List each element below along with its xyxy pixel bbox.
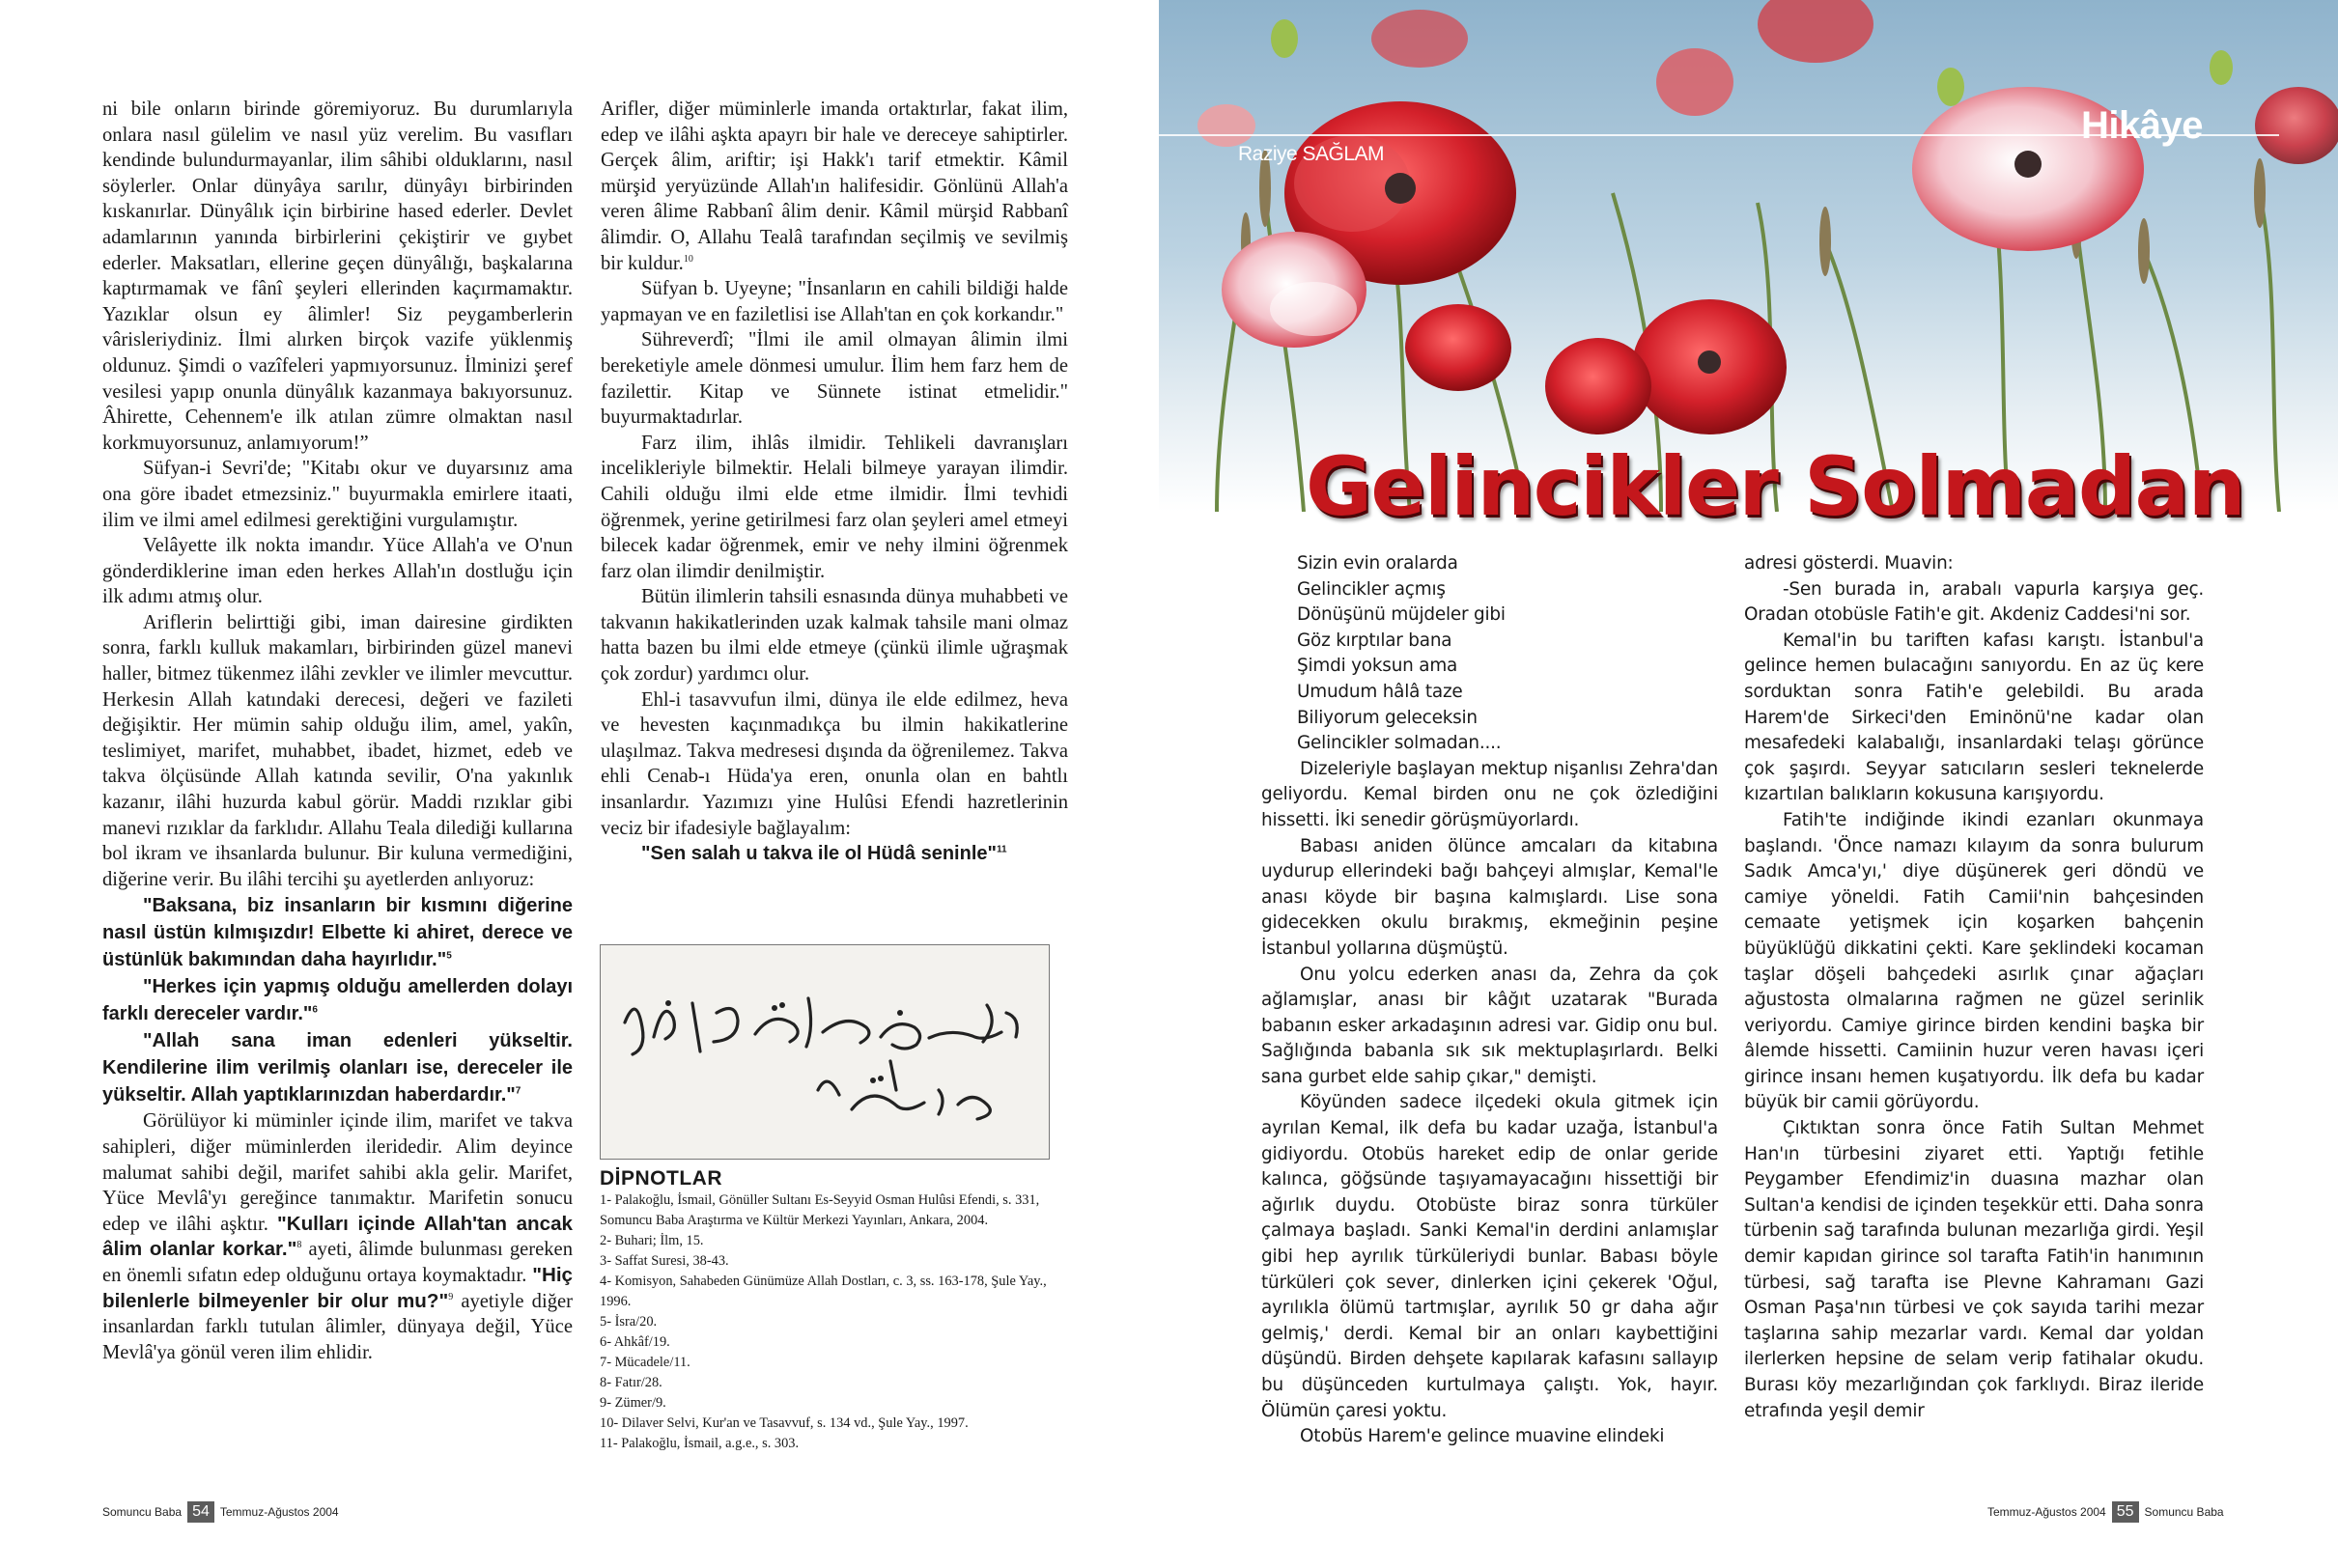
footnote: 5- İsra/20. bbox=[600, 1314, 658, 1330]
poem-line: Göz kırptılar bana bbox=[1297, 630, 1452, 651]
issue-date: Temmuz-Ağustos 2004 bbox=[1987, 1505, 2106, 1519]
paragraph: Onu yolcu ederken anası da, Zehra da çok ağlamışlar, anası bir kâğıt uzatarak "Burada babanın esker arkadaşının adresi var. Gidip onu bul. Sağlığında babanla sık sık mektuplaşırlardı. Belki sana gurbet elde sahip çıkar," demişti. bbox=[1261, 964, 1718, 1087]
poem-line: Dönüşünü müjdeler gibi bbox=[1297, 604, 1506, 626]
page-number: 55 bbox=[2112, 1501, 2139, 1523]
verse-quote: "Allah sana iman edenleri yükseltir. Kendilerine ilim verilmiş olanları ise, dereceler ile yükseltir. Allah yaptıklarınızdan haberdardır."$^7$ bbox=[102, 1030, 573, 1106]
paragraph: Ariflerin belirttiği gibi, iman dairesine girdikten sonra, farklı kulluk makamları, birbirinden güzel manevi haller, bitmez tükenmez ilâhi zevkler ve ilimler mevcuttur. Herkesin Allah katındaki derecesi, değeri ve fazileti değişiktir. Her mümin sahip olduğu ilim, amel, yakîn, teslimiyet, marifet, muhabbet, ibadet, hizmet, edeb ve takva ölçüsünde Allah katında sevilir, O'na yakınlık kazanır, ilâhi huzurda kabul görür. Maddi rızıklar gibi manevi rızıklar da farklıdır. Allahu Teala dilediği kullarına bol ikram ve ihsanlarda bulunur. Bir kuluna vermediğini, diğerine verir. Bu ilâhi tercihi şu ayetlerden anlıyoruz: bbox=[102, 611, 573, 890]
handwritten-calligraphy-image bbox=[600, 944, 1050, 1160]
poem-line: Umudum hâlâ taze bbox=[1297, 681, 1463, 702]
poem-line: Gelincikler solmadan.... bbox=[1297, 733, 1502, 754]
article-title: Gelincikler Solmadan bbox=[1305, 439, 2244, 534]
paragraph: adresi gösterdi. Muavin: bbox=[1744, 553, 1954, 574]
right-page-footer bbox=[1987, 1501, 2224, 1523]
author-name: Raziye SAĞLAM bbox=[1238, 143, 1385, 165]
footnote: 11- Palakoğlu, İsmail, a.g.e., s. 303. bbox=[600, 1436, 800, 1451]
paragraph: Velâyette ilk nokta imandır. Yüce Allah'a ve O'nun gönderdiklerine iman eden herkes Allah'ın dostluğu için ilk adımı atmış olur. bbox=[102, 535, 573, 608]
right-column-d bbox=[1744, 551, 2204, 1424]
footnote: 3- Saffat Suresi, 38-43. bbox=[600, 1253, 729, 1269]
paragraph: Süfyan b. Uyeyne; "İnsanların en cahili bildiği halde yapmayan ve en faziletlisi ise Allah'tan en çok korkandır." bbox=[601, 278, 1068, 325]
paragraph: Babası aniden ölünce amcaları da kitabına uydurup ellerindeki bağı bahçeyi almışlar, Kemal'le anası köyde bir başına kalmışlardı. Lise sona gidecekken okulu bırakmış, ekmeğinin peşine İstanbul yollarına düşmüştü. bbox=[1261, 835, 1718, 959]
poem-line: Şimdi yoksun ama bbox=[1297, 656, 1458, 677]
left-page-footer bbox=[102, 1501, 339, 1523]
closing-quote: "Sen salah u takva ile ol Hüdâ seninle"$^{11}$ bbox=[641, 843, 1007, 865]
footnote: 6- Ahkâf/19. bbox=[600, 1334, 670, 1350]
footnote: 9- Zümer/9. bbox=[600, 1395, 666, 1411]
paragraph: Sühreverdî; "İlmi ile amil olmayan âlimin ilmi bereketiyle amele dönmesi umulur. İlim hem farz hem de fazilettir. Kitap ve Sünnete istinat etmelidir." buyurmaktadırlar. bbox=[601, 329, 1068, 429]
poem-line: Gelincikler açmış bbox=[1297, 578, 1446, 600]
right-column-c bbox=[1261, 551, 1718, 1450]
paragraph: Fatih'te indiğinde ikindi ezanları okunmaya başlandı. 'Önce namazı kılayım da sonra bulurum Sadık Amca'yı,' diye düşünerek geri döndü ve camiye yöneldi. Fatih Camii'nin bahçesinden cemaate yetişmek için koşarken bahçenin büyüklüğü dikkatini çekti. Kare şeklindeki kocaman taşlar döşeli bahçedeki asırlık çınar ağaçları ağustosta olmalarına rağmen ne güzel serinlik veriyordu. Camiye girince birden kendini başka bir âlemde hissetti. Camiinin huzur veren havası içeri girince insanı hemen kuşatıyordu. İlk defa bu kadar büyük bir camii görüyordu. bbox=[1744, 809, 2204, 1113]
page-number: 54 bbox=[187, 1501, 214, 1523]
footnote: 8- Fatır/28. bbox=[600, 1375, 662, 1390]
section-label: Hikâye bbox=[2081, 104, 2203, 147]
paragraph: Süfyan-i Sevri'de; "Kitabı okur ve duyarsınız ama ona göre ibadet etmezsiniz." buyurmakla emirlere itaati, ilim ve ilmi amel edilmesi gerektiğini vurgulamıştır. bbox=[102, 458, 573, 531]
footnote: 1- Palakoğlu, İsmail, Gönüller Sultanı Es-Seyyid Osman Hulûsi Efendi, s. 331, Somuncu Baba Araştırma ve Kültür Merkezi Yayınları, Ankara, 2004. bbox=[600, 1192, 1040, 1228]
left-column-b bbox=[601, 97, 1068, 867]
paragraph: Ehl-i tasavvufun ilmi, dünya ile elde edilmez, heva ve hevesten kaçınmadıkça bu ilmin hakikatlerine ulaşılmaz. Takva medresesi dışında da öğrenilemez. Takva ehli Cenab-ı Hüda'ya eren, onunla olan en bahtlı insanlardır. Yazımızı yine Hulûsi Efendi hazretlerinin veciz bir ifadesiyle bağlayalım: bbox=[601, 688, 1068, 839]
paragraph: Arifler, diğer müminlerle imanda ortaktırlar, fakat ilim, edep ve ilâhi aşkta apayrı bir hale ve dereceye sahiptirler. Gerçek âlim, ariftir; işi Hakk'ı tarif etmektir. Kâmil mürşid yeryüzünde Allah'ın halifesidir. Gönlünü Allah'a veren âlime Rabbanî âlim denir. Kâmil mürşid Rabbanî âlimdir. O, Allahu Tealâ tarafından seçilmiş ve sevilmiş bir kuldur.$^{10}$ bbox=[601, 98, 1068, 274]
magazine-name: Somuncu Baba bbox=[102, 1505, 183, 1519]
left-column-a bbox=[102, 97, 573, 1365]
calligraphy-signature-icon bbox=[601, 945, 1049, 1159]
footnote: 10- Dilaver Selvi, Kur'an ve Tasavvuf, s. 134 vd., Şule Yay., 1997. bbox=[600, 1415, 969, 1431]
poem-line: Biliyorum geleceksin bbox=[1297, 707, 1478, 728]
paragraph: Köyünden sadece ilçedeki okula gitmek için ayrılan Kemal, ilk defa bu kadar uzağa, İstanbul'a gidiyordu. Otobüs hareket edip de onlar geride kalınca, göğsünde taşıyamayacağını hissettiği bir ağırlık duydu. Otobüste biraz sonra türküler çalmaya başladı. Sanki Kemal'in derdini anlamışlar gibi hep ayrılık türküleriydi bunlar. Babası böyle türküleri çok sever, dinlerken içini çekerek 'Oğul, ayrılıkla ölümü tartmışlar, ayrılık 50 gr daha ağır gelmiş,' derdi. Kemal bir an onları kaybettiğini düşündü. Birden dehşete kapılarak kafasını sallayıp bu düşünceden kurtulmaya çalıştı. Yok, hayır. Ölümün çaresi yoktu. bbox=[1261, 1092, 1718, 1421]
left-page bbox=[0, 0, 1159, 1568]
paragraph: Dizeleriyle başlayan mektup nişanlısı Zehra'dan geliyordu. Kemal birden onu ne çok özlediğini hissetti. İki senedir görüşmüyorlardı. bbox=[1261, 758, 1718, 830]
paragraph: Kemal'in bu tariften kafası karıştı. İstanbul'a gelince hemen bulacağını sanıyordu. En az üç kere sorduktan sonra Fatih'e gelebildi. Bu arada Harem'de Sirkeci'den Eminönü'ne kadar olan mesafedeki kalabalığı, insanlardaki telaşı görünce çok şaşırdı. Seyyar satıcıların sesleri teknelerde kızartılan balıkların kokusuna karışıyordu. bbox=[1744, 630, 2204, 805]
paragraph: Çıktıktan sonra önce Fatih Sultan Mehmet Han'ın türbesini ziyaret etti. Yaptığı fetihle Peygamber Efendimiz'in duasına mazhar olan Sultan'a kendisi de içinden teşekkür etti. Daha sonra türbenin sağ tarafında bulunan mezarlığa girdi. Yeşil demir kapıdan girince sol tarafta Fatih'in hanımının türbesi, sağ tarafta ise Plevne Kahramanı Gazi Osman Paşa'nın türbesi ve çok sayıda tarihi mezar taşlarına sahip mezarlar vardı. Kemal dar yoldan ilerlerken hepsine de selam verip fatihalar okudu. Burası köy mezarlığından çok farklıydı. Biraz ileride etrafında yeşil demir bbox=[1744, 1118, 2204, 1421]
magazine-name: Somuncu Baba bbox=[2144, 1505, 2224, 1519]
issue-date: Temmuz-Ağustos 2004 bbox=[219, 1505, 339, 1519]
footnotes-title: DİPNOTLAR bbox=[600, 1167, 722, 1190]
paragraph: Otobüs Harem'e gelince muavine elindeki bbox=[1300, 1426, 1665, 1447]
paragraph: Bütün ilimlerin tahsili esnasında dünya muhabbeti ve takvanın hakikatlerinden uzak kalmak tahsile mani olmaz hatta bazen bu ilmi elde etmeye (çünkü ilimle uğraşmak çok zordur) yardımcı olur. bbox=[601, 586, 1068, 686]
paragraph: ni bile onların birinde göremiyoruz. Bu durumlarıyla onlara nasıl gülelim ve nasıl yüz verelim. Bu vasıfları kendinde bulundurmayanlar, ilim sâhibi olduklarını, nasıl söylerler. Onlar dünyâya sarılır, dünyâyı birbirinden kıskanırlar. Dünyâlık için birbirine hased ederler. Devlet adamlarının yanında birbirlerini çekiştirir ve gıybet ederler. Maksatları, ellerine geçen dünyâlığı, başkalarına kaptırmamak ve fânî şeyleri ellerinden kaçırmamaktır. Yazıklar olsun ey âlimler! Siz peygamberlerin vârisleriydiniz. İlmi alırken birçok vazife yüklenmiş oldunuz. Şimdi o vazîfeleri yapmıyorsunuz. İlminizi şeref vesilesi yapıp onunla dünyâlık kazanmaya bakıyorsunuz. Âhirette, Cehennem'e ilk atılan zümre olmaktan nasıl korkmuyorsunuz, anlamıyorum!” bbox=[102, 98, 573, 454]
paragraph: Farz ilim, ihlâs ilmidir. Tehlikeli davranışları incelikleriyle bilmektir. Helali bilmeye yarayan ilimdir. Cahili olduğu ilmi elde etme ilmidir. İlmi tevhidi öğrenmek, yerine getirilmesi farz olan şeyleri amel etmeyi bilecek kadar öğrenmek, emir ve nehy ilmini öğrenmek farz olan ilimdir denilmiştir. bbox=[601, 432, 1068, 582]
poem bbox=[1261, 551, 1718, 757]
paragraph: Görülüyor ki müminler içinde ilim, marifet ve takva sahipleri, diğer müminlerden ileridedir. Alim deyince malumat sahibi değil, marifet sahibi akla gelir. Marifet, Yüce Mevlâ'yı gereğince tanımaktır. Marifetin sonucu edep ve ilâhi aşktır. "Kulları içinde Allah'tan ancak âlim olanlar korkar."$^8$ ayeti, âlimde bulunması gereken en önemli sıfatın edep olduğunu ortaya koymaktadır. "Hiç bilenlerle bilmeyenler bir olur mu?"$^9$ ayetiyle diğer insanlardan farklı tutulan âlimler, dünyaya değil, Yüce Mevlâ'ya gönül veren ilim ehlidir. bbox=[102, 1110, 573, 1363]
footnote: 4- Komisyon, Sahabeden Günümüze Allah Dostları, c. 3, ss. 163-178, Şule Yay., 1996. bbox=[600, 1274, 1047, 1309]
poem-line: Sizin evin oralarda bbox=[1297, 553, 1458, 574]
verse-quote: "Herkes için yapmış olduğu amellerden dolayı farklı dereceler vardır."$^6$ bbox=[102, 976, 573, 1025]
paragraph: -Sen burada in, arabalı vapurla karşıya geç. Oradan otobüsle Fatih'e git. Akdeniz Caddesi'ni sor. bbox=[1744, 578, 2204, 626]
footnotes bbox=[600, 1168, 1063, 1454]
verse-quote: "Baksana, biz insanların bir kısmını diğerine nasıl üstün kılmışızdır! Elbette ki ahiret, derece ve üstünlük bakımından daha hayırlıdır."$^5$ bbox=[102, 895, 573, 971]
footnote: 7- Mücadele/11. bbox=[600, 1355, 690, 1370]
footnote: 2- Buhari; İlm, 15. bbox=[600, 1233, 704, 1248]
